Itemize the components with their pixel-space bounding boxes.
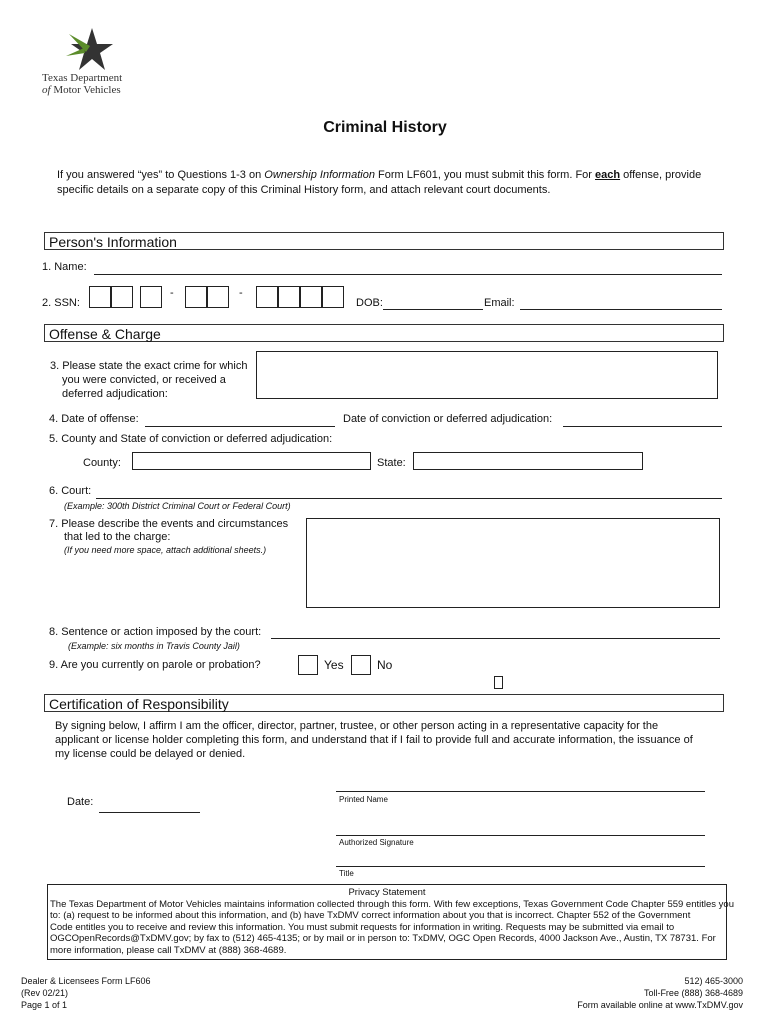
events-textarea[interactable] <box>306 518 720 608</box>
privacy-line-5: more information, please call TxDMV at (888) 368-4689. <box>50 944 287 956</box>
section-certification: Certification of Responsibility <box>44 694 724 712</box>
footer-revision: (Rev 02/21) <box>21 988 69 998</box>
intro-text-line2: specific details on a separate copy of this Criminal History form, and attach relevant court documents. <box>57 184 551 196</box>
ssn-digit-2[interactable] <box>111 286 133 308</box>
ssn-dash-2: - <box>239 287 243 299</box>
court-label: 6. Court: <box>49 485 92 497</box>
parole-question: 9. Are you currently on parole or probation? <box>49 659 261 671</box>
section-person-information: Person's Information <box>44 232 724 250</box>
crime-textarea[interactable] <box>256 351 718 399</box>
q3-line-1: 3. Please state the exact crime for which <box>50 360 248 372</box>
footer-form-number: Dealer & Licensees Form LF606 <box>21 976 151 986</box>
stray-box-glyph <box>494 676 503 689</box>
footer-phone: 512) 465-3000 <box>684 976 743 986</box>
intro-text-1: If you answered “yes” to Questions 1-3 on <box>57 169 265 181</box>
privacy-line-4: OGCOpenRecords@TxDMV.gov; by fax to (512) 465-4135; or by mail or in person to: TxDMV, OGC Open Records, 4000 Jackson Ave., Austin, TX 78731. For <box>50 933 716 945</box>
intro-text-3: offense, provide <box>620 169 702 181</box>
dob-field[interactable] <box>383 309 483 310</box>
date-of-offense-field[interactable] <box>145 426 335 427</box>
state-label: State: <box>377 457 406 469</box>
no-checkbox[interactable] <box>351 655 371 675</box>
q3-line-2: you were convicted, or received a <box>62 374 226 386</box>
dob-label: DOB: <box>356 297 383 309</box>
privacy-line-1: The Texas Department of Motor Vehicles maintains information collected through this form. With few exceptions, Texas Government Code Chapter 559 entitles you <box>50 898 734 910</box>
privacy-heading: Privacy Statement <box>348 887 426 898</box>
date-of-conviction-field[interactable] <box>563 426 722 427</box>
authorized-signature-label: Authorized Signature <box>339 838 414 847</box>
q7-line-1: 7. Please describe the events and circumstances <box>49 518 289 530</box>
intro-italic: Ownership Information <box>264 169 375 181</box>
name-field[interactable] <box>94 274 722 275</box>
date-label: Date: <box>67 796 94 808</box>
q3-label <box>50 359 247 401</box>
logo-of: of <box>42 84 51 96</box>
cert-line-3: my license could be delayed or denied. <box>55 748 246 760</box>
footer-website: Form available online at www.TxDMV.gov <box>577 1000 743 1010</box>
email-label: Email: <box>484 297 515 309</box>
q3-line-3: deferred adjudication: <box>62 388 168 400</box>
footer-left <box>21 975 151 1011</box>
printed-name-label: Printed Name <box>339 795 388 804</box>
page-title: Criminal History <box>323 119 447 136</box>
court-field[interactable] <box>96 498 722 499</box>
star-logo-icon <box>64 26 114 72</box>
q7-note: (If you need more space, attach additional sheets.) <box>64 545 267 555</box>
footer-page-number: Page 1 of 1 <box>21 1000 68 1010</box>
txdmv-logo <box>40 26 150 96</box>
footer-right <box>577 975 743 1011</box>
printed-name-field[interactable] <box>336 791 705 792</box>
name-label: 1. Name: <box>42 261 87 273</box>
ssn-digit-3[interactable] <box>140 286 162 308</box>
privacy-statement <box>47 884 734 960</box>
title-field[interactable] <box>336 866 705 867</box>
county-label: County: <box>83 457 121 469</box>
privacy-line-3: Code entitles you to receive and review this information. You must submit requests for information in writing. Requests may be submitted via email to <box>50 921 675 933</box>
sentence-example: (Example: six months in Travis County Jail) <box>68 641 240 651</box>
yes-label: Yes <box>324 658 344 672</box>
q7-line-2: that led to the charge: <box>64 531 171 543</box>
county-input[interactable] <box>132 452 371 470</box>
ssn-digit-1[interactable] <box>89 286 111 308</box>
ssn-dash-1: - <box>170 287 174 299</box>
county-state-question: 5. County and State of conviction or deferred adjudication: <box>49 433 333 445</box>
sentence-label: 8. Sentence or action imposed by the court: <box>49 626 262 638</box>
signature-field[interactable] <box>336 835 705 836</box>
ssn-digit-6[interactable] <box>256 286 278 308</box>
title-label: Title <box>339 869 354 878</box>
ssn-label: 2. SSN: <box>42 297 80 309</box>
ssn-digit-7[interactable] <box>278 286 300 308</box>
ssn-digit-4[interactable] <box>185 286 207 308</box>
email-field[interactable] <box>520 309 722 310</box>
sentence-field[interactable] <box>271 638 720 639</box>
intro-text-2: Form LF601, you must submit this form. For <box>374 169 596 181</box>
logo-line-1: Texas Department <box>42 72 123 84</box>
cert-line-2: applicant or license holder completing this form, and understand that if I fail to provide full and accurate information, the issuance of <box>55 734 693 746</box>
certification-text <box>55 719 693 761</box>
date-field[interactable] <box>99 812 200 813</box>
ssn-digit-9[interactable] <box>322 286 344 308</box>
date-of-offense-label: 4. Date of offense: <box>49 413 139 425</box>
cert-line-1: By signing below, I affirm I am the officer, director, partner, trustee, or other person acting in a representative capacity for the <box>55 720 659 732</box>
intro-paragraph <box>57 168 737 198</box>
logo-line-2: Motor Vehicles <box>50 84 121 96</box>
court-example: (Example: 300th District Criminal Court or Federal Court) <box>64 501 291 511</box>
q7-label <box>49 518 288 544</box>
ssn-digit-5[interactable] <box>207 286 229 308</box>
no-label: No <box>377 658 393 672</box>
state-input[interactable] <box>413 452 643 470</box>
privacy-line-2: to: (a) request to be informed about this information, and (b) have TxDMV correct information about you that is incorrect. Chapter 552 of the Government <box>50 910 691 922</box>
yes-checkbox[interactable] <box>298 655 318 675</box>
ssn-digit-8[interactable] <box>300 286 322 308</box>
section-offense-charge: Offense & Charge <box>44 324 724 342</box>
intro-bold: each <box>595 169 621 181</box>
footer-toll-free: Toll-Free (888) 368-4689 <box>643 988 743 998</box>
date-of-conviction-label: Date of conviction or deferred adjudication: <box>343 413 553 425</box>
